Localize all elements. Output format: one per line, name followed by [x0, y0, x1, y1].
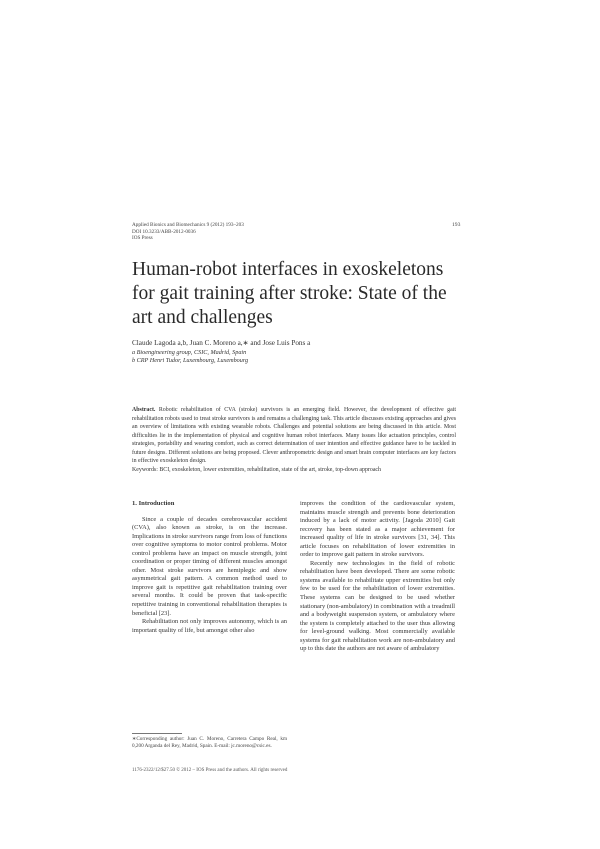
- left-column: [132, 500, 287, 635]
- keywords-text: BCI, exoskeleton, lower extremities, rehabilitation, state of the art, stroke, top-down approach: [159, 467, 381, 473]
- abstract-text: Robotic rehabilitation of CVA (stroke) survivors is an emerging field. However, the development of effective gait rehabilitation robots used to treat stroke survivors is and remains a challenging task. This article discusses existing approaches and gives an overview of limitations with existing wearable robots. Challenges and potential solutions are being discussed in this article. Most difficulties lie in the implementation of physical and cognitive human robot interfaces. Many issues like actuation principles, control strategies, portability and wearing comfort, such as correct determination of user intention and effective guidance have to be tackled in future designs. Different solutions are being proposed. Clever anthropometric design and smart brain computer interfaces are key factors in effective exoskeleton design.: [132, 407, 456, 464]
- right-column: [300, 500, 455, 654]
- paper-title: Human-robot interfaces in exoskeletons for gait training after stroke: State of the art and challenges: [132, 259, 447, 328]
- section-heading: 1. Introduction: [132, 500, 175, 507]
- corresponding-author-footnote: ∗Corresponding author: Juan C. Moreno, Carretera Campo Real, km 0,200 Arganda del Rey, Madrid, Spain. E-mail: jc.moreno@csic.es.: [132, 736, 287, 749]
- body-paragraph: Recently new technologies in the field of robotic rehabilitation have been developed. There are some robotic systems available to rehabilitate upper extremities but only few to be used for the rehabilitation of lower extremities. These systems can be designed to be used whether stationary (non-ambulatory) in combination with a treadmill and a bodyweight suspension system, or ambulatory where the system is completely attached to the user thus allowing for level-ground walking. Most commercially available systems for gait rehabilitation work are non-ambulatory and up to this date the authors are not aware of ambulatory: [300, 559, 455, 653]
- page-number: 193: [452, 222, 461, 228]
- author-list: Claude Lagoda a,b, Juan C. Moreno a,∗ and Jose Luis Pons a: [132, 339, 311, 347]
- body-paragraph: Since a couple of decades cerebrovascular accident (CVA), also known as stroke, is on the increase. Implications in stroke survivors range from loss of functions over cognitive symptoms to motor control problems. Motor control problems have an impact on muscle strength, joint coordination or proper timing of different muscles amongst other. Most stroke survivors are hemiplegic and show asymmetrical gait pattern. A common method used to improve gait is repetitive gait rehabilitation training over several months. It could be proven that task-specific repetitive training in conventional rehabilitation therapies is beneficial [23].: [132, 515, 287, 617]
- keywords: [132, 466, 456, 474]
- doi-line: DOI 10.3233/ABB-2012-0036: [132, 228, 196, 235]
- keywords-label: Keywords:: [132, 467, 158, 473]
- abstract: [132, 406, 456, 466]
- body-paragraph: Rehabilitation not only improves autonomy, which is an important quality of life, but amongst other also: [132, 618, 287, 634]
- abstract-label: Abstract.: [132, 407, 156, 413]
- journal-line: Applied Bionics and Biomechanics 9 (2012) 193–203: [132, 222, 244, 228]
- affiliation-a: a Bioengineering group, CSIC, Madrid, Spain: [132, 349, 247, 356]
- journal-header: [132, 222, 244, 242]
- copyright-line: 1176-2322/12/$27.50 © 2012 – IOS Press and the authors. All rights reserved: [132, 768, 288, 773]
- affiliation-b: b CRP Henri Tudor, Luxembourg, Luxembourg: [132, 357, 249, 364]
- publisher-line: IOS Press: [132, 235, 153, 242]
- body-paragraph: improves the condition of the cardiovascular system, maintains muscle strength and prevents bone deterioration induced by a lack of motor activity. [Jagoda 2010] Gait recovery has been stated as a major achievement for increased quality of life in stroke survivors [31, 34]. This article focuses on rehabilitation of lower extremities in order to improve gait pattern in stroke survivors.: [300, 500, 455, 559]
- footnote-divider: [132, 733, 182, 734]
